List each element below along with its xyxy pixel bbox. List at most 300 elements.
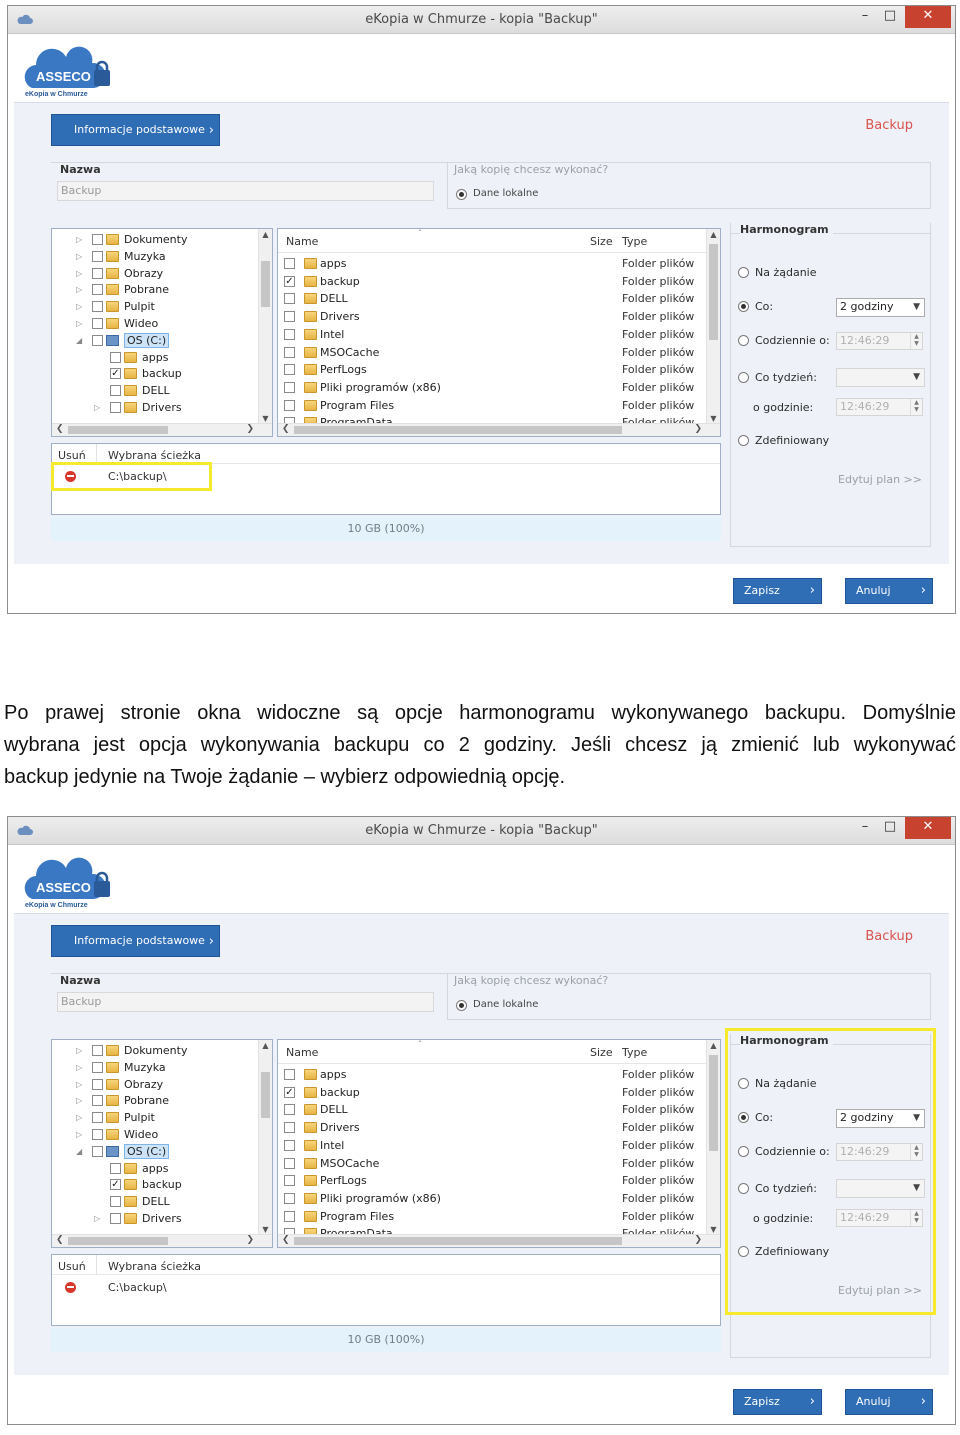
spinner-icon[interactable]: ▲ ▼	[910, 399, 922, 415]
folder-icon	[304, 311, 317, 322]
expand-arrow-icon[interactable]: ▷	[76, 302, 83, 312]
scroll-right-icon[interactable]: ❯	[246, 1235, 254, 1245]
file-name: PerfLogs	[320, 363, 367, 377]
folder-icon	[124, 402, 137, 413]
tree-checkbox[interactable]	[110, 385, 121, 396]
tree-item-label: DELL	[142, 384, 170, 398]
column-header-path: Wybrana ścieżka	[108, 1260, 201, 1273]
tree-item[interactable]	[52, 231, 258, 248]
file-checkbox[interactable]	[284, 258, 295, 269]
tree-checkbox[interactable]	[110, 402, 121, 413]
expand-arrow-icon[interactable]: ▷	[94, 1214, 101, 1223]
column-header-name[interactable]: Name	[286, 1046, 319, 1059]
tree-item-label: Dokumenty	[124, 1044, 188, 1057]
tree-checkbox[interactable]	[92, 1062, 103, 1073]
file-row[interactable]	[278, 1208, 706, 1226]
interval-value: 2 godziny	[840, 300, 894, 313]
expand-arrow-icon[interactable]: ▷	[76, 251, 83, 261]
scroll-left-icon[interactable]: ❮	[56, 424, 64, 434]
spinner-icon[interactable]: ▲ ▼	[910, 1144, 922, 1160]
folder-icon	[124, 1213, 137, 1224]
file-checkbox[interactable]	[284, 276, 295, 287]
file-row[interactable]	[278, 379, 706, 397]
expand-arrow-icon[interactable]: ◢	[76, 335, 83, 345]
tree-item[interactable]	[52, 1193, 258, 1210]
file-checkbox[interactable]	[284, 1122, 295, 1133]
file-name: Pliki programów (x86)	[320, 1191, 441, 1205]
scroll-up-icon[interactable]: ▲	[262, 1041, 269, 1050]
tree-item-label: Pulpit	[124, 300, 155, 314]
on-demand-radio[interactable]	[738, 267, 749, 278]
cancel-button[interactable]	[845, 1389, 933, 1415]
file-row[interactable]	[278, 1084, 706, 1102]
folder-icon	[304, 364, 317, 375]
file-checkbox[interactable]	[284, 347, 295, 358]
tree-item-label: Wideo	[124, 317, 159, 330]
file-type: Folder plików	[622, 310, 695, 324]
title-bar[interactable]	[8, 6, 955, 34]
chevron-right-icon: ›	[809, 583, 815, 598]
expand-arrow-icon[interactable]: ▷	[76, 1113, 83, 1123]
file-list[interactable]	[277, 228, 721, 437]
file-checkbox[interactable]	[284, 1140, 295, 1151]
file-row[interactable]	[278, 1172, 706, 1190]
info-button-label: Informacje podstawowe	[74, 123, 205, 136]
sort-caret-icon: ˆ	[418, 229, 422, 238]
header-band	[14, 845, 949, 913]
app-window	[7, 816, 956, 1425]
tree-checkbox[interactable]	[110, 1163, 121, 1174]
save-button-label: Zapisz	[744, 584, 780, 597]
every-label: Co:	[755, 300, 774, 313]
info-button[interactable]	[51, 925, 220, 957]
save-button[interactable]	[733, 578, 822, 604]
paragraph-line: wybrana jest opcja wykonywania backupu co 2 godziny. Jeśli chcesz ją zmienić lub wykonywać	[4, 734, 956, 756]
folder-icon	[124, 385, 137, 396]
tree-item[interactable]	[52, 1059, 258, 1076]
name-input[interactable]: Backup	[57, 181, 434, 201]
local-data-radio[interactable]	[456, 1000, 467, 1011]
tree-item-label: Drivers	[142, 1212, 182, 1225]
header-band	[14, 34, 949, 102]
folder-tree[interactable]	[51, 228, 273, 437]
folder-icon	[304, 1104, 317, 1115]
title-bar[interactable]	[8, 817, 955, 845]
weekly-time-input[interactable]	[836, 398, 923, 416]
tree-checkbox[interactable]	[92, 268, 103, 279]
tree-checkbox[interactable]	[110, 1196, 121, 1207]
maximize-button[interactable]: □	[883, 8, 897, 23]
scroll-thumb[interactable]	[68, 1237, 168, 1245]
local-data-label: Dane lokalne	[473, 188, 539, 199]
close-button[interactable]: ✕	[905, 817, 951, 839]
folder-icon	[124, 1196, 137, 1207]
tree-checkbox[interactable]	[92, 335, 103, 346]
every-radio[interactable]	[738, 301, 749, 312]
info-button[interactable]	[51, 114, 220, 146]
logo-subtitle: eKopia w Chmurze	[25, 91, 88, 98]
tree-item-label: Wideo	[124, 1128, 159, 1141]
file-name: Drivers	[320, 1121, 360, 1135]
file-name: Program Files	[320, 398, 395, 412]
file-name: Drivers	[320, 310, 360, 324]
tree-vertical-scrollbar[interactable]	[258, 1040, 272, 1235]
file-row[interactable]	[278, 308, 706, 326]
weekly-hour-label: o godzinie:	[753, 401, 814, 414]
tree-item-label: apps	[142, 1161, 169, 1175]
custom-radio[interactable]	[738, 435, 749, 446]
file-row[interactable]	[278, 1190, 706, 1208]
daily-time-value: 12:46:29	[840, 334, 890, 347]
file-row[interactable]	[278, 397, 706, 415]
interval-select[interactable]	[836, 298, 925, 317]
weekly-label: Co tydzień:	[755, 371, 817, 384]
file-row[interactable]	[278, 361, 706, 379]
file-checkbox[interactable]	[284, 364, 295, 375]
selected-path: C:\backup\	[108, 1281, 167, 1294]
file-checkbox[interactable]	[284, 329, 295, 340]
custom-label: Zdefiniowany	[755, 1245, 830, 1258]
edit-plan-link[interactable]: Edytuj plan >>	[838, 1284, 922, 1297]
weekly-time-value: 12:46:29	[840, 400, 890, 413]
folder-tree[interactable]	[51, 1039, 273, 1248]
expand-arrow-icon[interactable]: ▷	[76, 285, 83, 295]
local-data-label: Dane lokalne	[473, 999, 539, 1010]
maximize-button[interactable]: □	[883, 819, 897, 834]
tree-checkbox[interactable]	[92, 1129, 103, 1140]
expand-arrow-icon[interactable]: ▷	[76, 268, 83, 278]
tree-checkbox[interactable]	[92, 1146, 103, 1157]
paths-header	[52, 444, 720, 464]
tree-checkbox[interactable]	[92, 251, 103, 262]
file-name: Program Files	[320, 1209, 395, 1223]
file-checkbox[interactable]	[284, 1087, 295, 1098]
file-name: Intel	[320, 327, 345, 341]
column-header-type[interactable]: Type	[622, 235, 648, 248]
scroll-down-icon[interactable]: ▼	[262, 414, 269, 423]
divider	[930, 973, 931, 1019]
tree-checkbox[interactable]	[92, 1095, 103, 1106]
asseco-logo	[24, 853, 116, 911]
file-row[interactable]	[278, 273, 706, 291]
divider	[731, 1357, 930, 1358]
tree-item[interactable]	[52, 315, 258, 332]
remove-path-icon[interactable]	[65, 1282, 76, 1293]
scroll-thumb[interactable]	[261, 261, 270, 307]
scroll-up-icon[interactable]: ▲	[262, 230, 269, 239]
folder-icon	[106, 301, 119, 312]
tree-item-label: backup	[142, 1178, 182, 1192]
scroll-left-icon[interactable]: ❮	[282, 1235, 290, 1245]
tree-checkbox[interactable]	[92, 1079, 103, 1090]
weekday-select[interactable]	[836, 368, 925, 387]
backup-type-question: Jaką kopię chcesz wykonać?	[454, 974, 609, 987]
selected-paths-table	[51, 1254, 721, 1326]
tree-item[interactable]	[52, 1160, 258, 1177]
folder-icon	[304, 258, 317, 269]
tree-vertical-scrollbar[interactable]	[258, 229, 272, 424]
divider	[930, 162, 931, 208]
scroll-thumb[interactable]	[709, 244, 718, 340]
divider	[447, 162, 448, 208]
tree-checkbox[interactable]	[110, 1213, 121, 1224]
folder-icon	[106, 1045, 119, 1056]
folder-icon	[304, 293, 317, 304]
folder-icon	[106, 234, 119, 245]
local-data-radio[interactable]	[456, 189, 467, 200]
scroll-thumb[interactable]	[68, 426, 168, 434]
expand-arrow-icon[interactable]: ▷	[76, 1079, 83, 1089]
column-header-remove: Usuń	[58, 449, 86, 462]
tree-item[interactable]	[52, 1210, 258, 1227]
cancel-button-label: Anuluj	[856, 1395, 891, 1408]
tree-checkbox[interactable]	[92, 1112, 103, 1123]
tree-item-label: backup	[142, 367, 182, 381]
folder-icon	[124, 1179, 137, 1190]
folder-icon	[304, 382, 317, 393]
name-input[interactable]: Backup	[57, 992, 434, 1012]
expand-arrow-icon[interactable]: ▷	[76, 1062, 83, 1072]
tree-item-label: Pobrane	[124, 283, 169, 297]
paths-header	[52, 1255, 720, 1275]
file-checkbox[interactable]	[284, 1175, 295, 1186]
tree-item-label: Drivers	[142, 401, 182, 414]
scroll-left-icon[interactable]: ❮	[56, 1235, 64, 1245]
file-type: Folder plików	[622, 1103, 695, 1117]
chevron-right-icon: ›	[208, 934, 214, 949]
tree-checkbox[interactable]	[92, 318, 103, 329]
scroll-right-icon[interactable]: ❯	[694, 424, 702, 434]
daily-label: Codziennie o:	[755, 334, 830, 347]
tree-horizontal-scrollbar[interactable]	[52, 423, 272, 436]
file-type: Folder plików	[622, 363, 695, 377]
expand-arrow-icon[interactable]: ▷	[76, 1130, 83, 1139]
spinner-icon[interactable]: ▲ ▼	[910, 333, 922, 349]
footer-bar	[14, 564, 949, 610]
scroll-up-icon[interactable]: ▲	[710, 230, 717, 239]
scroll-thumb[interactable]	[294, 426, 622, 434]
expand-arrow-icon[interactable]: ▷	[76, 319, 83, 328]
expand-arrow-icon[interactable]: ◢	[76, 1146, 83, 1156]
file-checkbox[interactable]	[284, 1193, 295, 1204]
tree-item-label: OS (C:)	[124, 1144, 169, 1159]
file-type: Folder plików	[622, 1174, 695, 1188]
schedule-title: Harmonogram	[740, 1034, 833, 1047]
minimize-button[interactable]: –	[861, 819, 869, 834]
logo-subtitle: eKopia w Chmurze	[25, 902, 88, 909]
column-header-name[interactable]: Name	[286, 235, 319, 248]
files-horizontal-scrollbar[interactable]	[278, 423, 720, 436]
file-checkbox[interactable]	[284, 1069, 295, 1080]
folder-icon	[106, 1129, 119, 1140]
logo-text: ASSECO	[36, 880, 91, 895]
expand-arrow-icon[interactable]: ▷	[94, 403, 101, 412]
tree-item[interactable]	[52, 1109, 258, 1126]
app-window	[7, 5, 956, 614]
asseco-logo	[24, 42, 116, 100]
divider	[447, 973, 448, 1019]
files-horizontal-scrollbar[interactable]	[278, 1234, 720, 1247]
column-header-path: Wybrana ścieżka	[108, 449, 201, 462]
file-row[interactable]	[278, 344, 706, 362]
scroll-thumb[interactable]	[294, 1237, 622, 1245]
expand-arrow-icon[interactable]: ▷	[76, 235, 83, 244]
file-name: Intel	[320, 1138, 345, 1152]
folder-icon	[124, 1163, 137, 1174]
instruction-paragraph	[4, 697, 956, 793]
main-content	[14, 913, 949, 1375]
info-button-label: Informacje podstawowe	[74, 934, 205, 947]
tree-checkbox[interactable]	[92, 301, 103, 312]
logo-text: ASSECO	[36, 69, 91, 84]
file-row[interactable]	[278, 1101, 706, 1119]
file-row[interactable]	[278, 1066, 706, 1084]
tree-checkbox[interactable]	[110, 352, 121, 363]
folder-icon	[304, 1069, 317, 1080]
tree-item[interactable]	[52, 349, 258, 366]
file-row[interactable]	[278, 326, 706, 344]
tree-checkbox[interactable]	[92, 234, 103, 245]
scroll-right-icon[interactable]: ❯	[694, 1235, 702, 1245]
folder-icon	[106, 1062, 119, 1073]
column-header-size[interactable]: Size	[590, 1046, 613, 1059]
tree-item[interactable]	[52, 399, 258, 416]
daily-time-value: 12:46:29	[840, 1145, 890, 1158]
folder-icon	[304, 1175, 317, 1186]
file-name: MSOCache	[320, 345, 380, 359]
file-name: backup	[320, 1085, 360, 1099]
tree-checkbox[interactable]	[110, 1179, 121, 1190]
scroll-up-icon[interactable]: ▲	[710, 1041, 717, 1050]
scroll-down-icon[interactable]: ▼	[262, 1225, 269, 1234]
paragraph-line: backup jedynie na Twoje żądanie – wybierz odpowiednią opcję.	[4, 766, 566, 788]
files-vertical-scrollbar[interactable]	[706, 1040, 720, 1235]
divider	[96, 1255, 97, 1275]
folder-icon	[304, 1087, 317, 1098]
file-row[interactable]	[278, 1119, 706, 1137]
scroll-thumb[interactable]	[261, 1072, 270, 1118]
scroll-down-icon[interactable]: ▼	[710, 414, 717, 423]
daily-radio[interactable]	[738, 335, 749, 346]
sort-caret-icon: ˆ	[418, 1040, 422, 1049]
file-row[interactable]	[278, 1155, 706, 1173]
folder-icon	[106, 318, 119, 329]
folder-icon	[304, 1211, 317, 1222]
edit-plan-link[interactable]: Edytuj plan >>	[838, 473, 922, 486]
tree-checkbox[interactable]	[110, 368, 121, 379]
tree-item-label: Muzyka	[124, 1060, 166, 1074]
scroll-left-icon[interactable]: ❮	[282, 424, 290, 434]
tree-checkbox[interactable]	[92, 284, 103, 295]
file-row[interactable]	[278, 290, 706, 308]
scroll-right-icon[interactable]: ❯	[246, 424, 254, 434]
expand-arrow-icon[interactable]: ▷	[76, 1046, 83, 1055]
file-checkbox[interactable]	[284, 293, 295, 304]
tree-item-label: Muzyka	[124, 249, 166, 263]
expand-arrow-icon[interactable]: ▷	[76, 1096, 83, 1106]
weekly-time-value: 12:46:29	[840, 1211, 890, 1224]
footer-bar	[14, 1375, 949, 1421]
section-title: Backup	[865, 929, 913, 944]
weekly-radio[interactable]	[738, 372, 749, 383]
tree-item[interactable]	[52, 382, 258, 399]
tree-item[interactable]	[52, 1126, 258, 1143]
tree-item-label: Obrazy	[124, 1077, 164, 1091]
file-row[interactable]	[278, 1137, 706, 1155]
tree-item[interactable]	[52, 265, 258, 282]
weekly-hour-label: o godzinie:	[753, 1212, 814, 1225]
tree-item-label: DELL	[142, 1195, 170, 1209]
file-type: Folder plików	[622, 327, 695, 341]
storage-usage: 10 GB (100%)	[51, 1328, 721, 1352]
scroll-down-icon[interactable]: ▼	[710, 1225, 717, 1234]
tree-horizontal-scrollbar[interactable]	[52, 1234, 272, 1247]
tree-item[interactable]	[52, 332, 258, 349]
interval-value: 2 godziny	[840, 1111, 894, 1124]
file-type: Folder plików	[622, 1156, 695, 1170]
tree-item[interactable]	[52, 281, 258, 298]
spinner-icon[interactable]: ▲ ▼	[910, 1210, 922, 1226]
drive-icon	[106, 335, 119, 346]
files-vertical-scrollbar[interactable]	[706, 229, 720, 424]
save-button[interactable]	[733, 1389, 822, 1415]
tree-item[interactable]	[52, 248, 258, 265]
column-header-type[interactable]: Type	[622, 1046, 648, 1059]
name-label: Nazwa	[60, 163, 101, 176]
tree-item-label: Obrazy	[124, 266, 164, 280]
main-content	[14, 102, 949, 564]
close-button[interactable]: ✕	[905, 6, 951, 28]
file-name: Pliki programów (x86)	[320, 380, 441, 394]
folder-icon	[106, 251, 119, 262]
schedule-title: Harmonogram	[740, 223, 833, 236]
tree-item[interactable]	[52, 1176, 258, 1193]
file-name: apps	[320, 257, 347, 270]
divider	[447, 208, 931, 209]
file-list[interactable]	[277, 1039, 721, 1248]
column-header-size[interactable]: Size	[590, 235, 613, 248]
file-checkbox[interactable]	[284, 400, 295, 411]
selected-path: C:\backup\	[108, 470, 167, 483]
cancel-button-label: Anuluj	[856, 584, 891, 597]
cancel-button[interactable]	[845, 578, 933, 604]
chevron-down-icon: ▼	[913, 372, 920, 382]
file-row[interactable]	[278, 255, 706, 273]
tree-checkbox[interactable]	[92, 1045, 103, 1056]
minimize-button[interactable]: –	[861, 8, 869, 23]
file-type: Folder plików	[622, 1121, 695, 1135]
folder-icon	[304, 1140, 317, 1151]
tree-item[interactable]	[52, 1143, 258, 1160]
file-checkbox[interactable]	[284, 311, 295, 322]
folder-icon	[304, 1122, 317, 1133]
scroll-thumb[interactable]	[709, 1055, 718, 1151]
file-checkbox[interactable]	[284, 1104, 295, 1115]
file-checkbox[interactable]	[284, 1211, 295, 1222]
tree-item[interactable]	[52, 1076, 258, 1093]
tree-item[interactable]	[52, 298, 258, 315]
file-type: Folder plików	[622, 274, 695, 288]
file-checkbox[interactable]	[284, 1158, 295, 1169]
section-title: Backup	[865, 118, 913, 133]
daily-time-input[interactable]	[836, 332, 923, 350]
tree-item[interactable]	[52, 365, 258, 382]
path-highlight	[51, 462, 212, 491]
file-type: Folder plików	[622, 1191, 695, 1205]
tree-item[interactable]	[52, 1042, 258, 1059]
tree-item[interactable]	[52, 1092, 258, 1109]
file-checkbox[interactable]	[284, 382, 295, 393]
